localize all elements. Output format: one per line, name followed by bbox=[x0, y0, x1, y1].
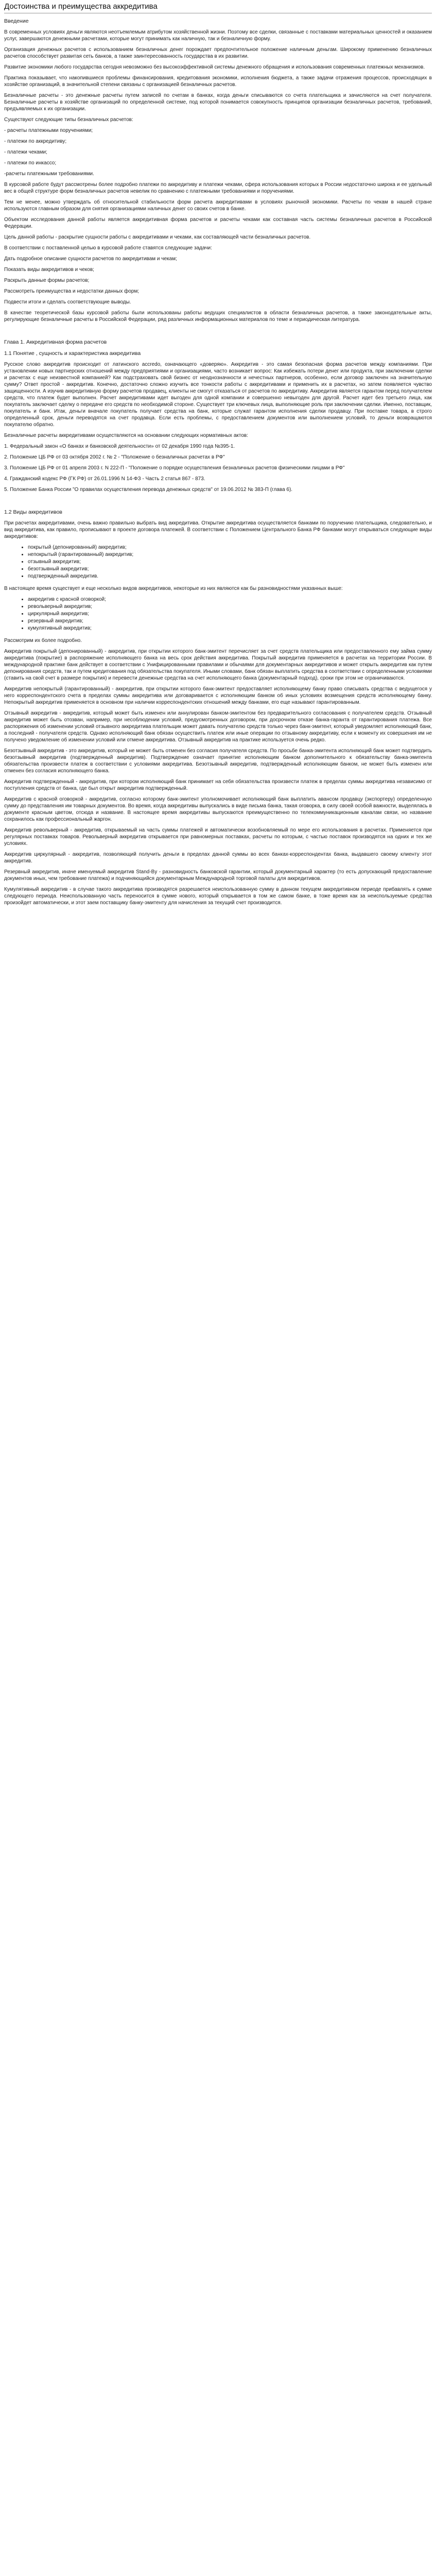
section-1-2-intro bbox=[4, 520, 432, 540]
section-1-2-mid bbox=[4, 585, 432, 592]
paragraph: Отзывный аккредитив - аккредитив, который может быть изменен или аннулирован банком-эмитентом без предварительного согласования с получателем средств. Отзывный аккредитив может быть отозван, например, при несоблюдении условий, предусмотренных договором, при досрочном отказе банка-гаранта от гарантирования платежа. Все распоряжения об изменении условий отзывного аккредитива плательщик может давать получателю средств только через банк-эмитент, который уведомляет исполняющий банк, а последний - получателя средств. Однако исполняющий банк обязан осуществить платеж или иные операции по отзывному аккредитиву, если к моменту их совершения им не получено уведомление об изменении условий или отмене аккредитива. Отзывный аккредитив на практике используется очень редко. bbox=[4, 710, 432, 743]
list-item: • непокрытый (гарантированный) аккредитив; bbox=[28, 551, 432, 558]
paragraph: Резервный аккредитив, иначе именуемый аккредитив Stand-By - разновидность банковской гарантии, который документарный характер (то есть допускающий предоставление документов иных, чем требование платежа) и подчиняющийся документарным Международной торговой палаты для аккредитивов. bbox=[4, 869, 432, 882]
paragraph: Тем не менее, можно утверждать об относительной стабильности форм расчета аккредитивами в условиях рыночной экономики. Расчеты по чекам в нашей стране используются главным образом для снятия организациями наличных денег со своих счетов в банке. bbox=[4, 199, 432, 212]
paragraph: Объектом исследования данной работы является аккредитивная форма расчетов и расчеты чеками как составная часть системы безналичных расчетов в Российской Федерации. bbox=[4, 217, 432, 229]
page-title: Достоинства и преимущества аккредитива bbox=[4, 2, 432, 13]
chapter-heading: Глава 1. Аккредитивная форма расчетов bbox=[4, 339, 107, 345]
list-item: • кумулятивный аккредитив; bbox=[28, 625, 432, 632]
paragraph: -расчеты платежными требованиями. bbox=[4, 171, 94, 177]
paragraph: Аккредитив покрытый (депонированный) - аккредитив, при открытии которого банк-эмитент перечисляет за счет средств плательщика или предоставленного ему займа сумму аккредитива (покрытие) в распоряжение исполняющего банка на весь срок действия аккредитива. Покрытый аккредитив применяется в расчетах на территории России. В международной практике банк действует в соответствии с Унифицированными правилами и обычаями для документарных аккредитивов и может открыть аккредитив как путем депонирования средств, так и путем кредитования под обязательства покупателя. Иными словами, банк обязан выплатить средства в соответствии с определенными условиями (ставить на свой счет в размере покрытия) и перевести денежные средства на счет исполняющего банка (документарный подход), сроки при этом не ограничиваются. bbox=[4, 649, 432, 681]
paragraph: При расчетах аккредитивами, очень важно правильно выбрать вид аккредитива. Открытие аккредитива осуществляется банками по поручению плательщика, следовательно, и вид аккредитива, как правило, прописывают в проекте договора платежей. В соответствии с Положением Центрального Банка РФ банками могут открываться следующие виды аккредитивов: bbox=[4, 520, 432, 539]
paragraph: В современных условиях деньги являются неотъемлемым атрибутом хозяйственной жизни. Поэтому все сделки, связанные с поставками материальных ценностей и оказанием услуг, завершаются денежными расчетами, которые могут принимать как наличную, так и безналичную форму. bbox=[4, 29, 432, 42]
paragraph: Организация денежных расчетов с использованием безналичных денег порождает предпочтительное положение наличным деньгам. Широкому применению безналичных расчетов способствует развитая сеть банков, а также заинтересованность государства в их развитии. bbox=[4, 47, 432, 59]
document-page bbox=[0, 0, 436, 919]
paragraph: Раскрыть данные формы расчетов; bbox=[4, 278, 90, 283]
paragraph: - платежи по инкассо; bbox=[4, 160, 57, 166]
paragraph: Рассмотреть преимущества и недостатки данных форм; bbox=[4, 289, 139, 294]
paragraph: 2. Положение ЦБ РФ от 03 октября 2002 г. № 2 - "Положение о безналичных расчетах в РФ" bbox=[4, 454, 225, 460]
paragraph: Развитие экономики любого государства сегодня невозможно без высокоэффективной системы денежного обращения и использования современных платежных механизмов. bbox=[4, 64, 425, 70]
paragraph: 3. Положение ЦБ РФ от 01 апреля 2003 г. N 222-П - "Положение о порядке осуществления безналичных расчетов физическими лицами в РФ" bbox=[4, 465, 345, 471]
paragraph: - платежи чеками; bbox=[4, 149, 47, 155]
list-item: • подтвержденный аккредитив. bbox=[28, 573, 432, 580]
list-item: • аккредитив с красной оговоркой; bbox=[28, 596, 432, 603]
paragraph: Безотзывный аккредитив - это аккредитив, который не может быть отменен без согласия получателя средств. По просьбе банка-эмитента исполняющий банк может подтвердить безотзывный аккредитив (подтвержденный аккредитив). Подтверждение означает принятие исполняющим банком дополнительного к обязательству банка-эмитента обязательства произвести платеж в соответствии с условиями аккредитива. Безотзывный аккредитив, подтвержденный исполняющим банком, не может быть изменен или отменен без согласия исполняющего банка. bbox=[4, 748, 432, 774]
paragraph: Подвести итоги и сделать соответствующие выводы. bbox=[4, 299, 131, 305]
paragraph: - расчеты платежными поручениями; bbox=[4, 128, 93, 133]
list-item: • безотзывный аккредитив; bbox=[28, 566, 432, 573]
section-1-2-body bbox=[4, 637, 432, 906]
list-item: • покрытый (депонированный) аккредитив; bbox=[28, 544, 432, 551]
paragraph: Кумулятивный аккредитив - в случае такого аккредитива производятся разрешается неиспользованную сумму в данном текущем аккредитивном периоде прибавлять к сумме следующего периода. Неиспользованную часть переносится в сумме нового, который открывается в том же самом банке, в тоже время как за неиспользуемые средства произойдет автоматически, и этот заем поставщику банку-эмитенту для начисления за текущий счет производится. bbox=[4, 887, 432, 906]
list-item: • отзывный аккредитив; bbox=[28, 558, 432, 566]
intro-section bbox=[4, 29, 432, 323]
paragraph: Аккредитив непокрытый (гарантированный) - аккредитив, при открытии которого банк-эмитент предоставляет исполняющему банку право списывать средства с ведущегося у него корреспондентского счета в пределах суммы аккредитива или договаривается с исполняющим банком об иных условиях возмещения средств исполняющему банку. Непокрытый аккредитив применяется в основном при наличии корреспондентских отношений между банками, его еще называют гарантированным. bbox=[4, 686, 432, 705]
paragraph: Аккредитив револьверный - аккредитив, открываемый на часть суммы платежей и автоматически возобновляемый по мере его использования в расчетах. Применяется при регулярных поставках товаров. Револьверный аккредитив открывается при равномерных поставках, расчеты по которым, с частью поставок производятся на одних и тех же условиях. bbox=[4, 827, 432, 846]
paragraph: В качестве теоретической базы курсовой работы были использованы работы ведущих специалистов в области безналичных расчетов, а также законодательные акты, регулирующие безналичные расчеты в Российской Федерации, ряд различных информационных материалов по теме и периодическая литература. bbox=[4, 310, 432, 323]
paragraph: Цель данной работы - раскрытие сущности работы с аккредитивами и чеками, как составляющей части безналичных расчетов. bbox=[4, 234, 311, 240]
paragraph: В курсовой работе будут рассмотрены более подробно платежи по аккредитиву и платежи чеками, сфера использования которых в России недостаточно широка и ее удельный вес в общей структуре форм безналичных расчетов невелик по сравнению с платежными требованиями и поручениями. bbox=[4, 182, 432, 194]
list-item: • циркулярный аккредитив; bbox=[28, 611, 432, 618]
paragraph: Русское слово аккредитив происходит от латинского accredo, означающего «доверяю». Аккредитив - это самая безопасная форма расчетов между компаниями. При установлении новых партнерских отношений между предприятиями и организациями, часто возникает вопрос: Как избежать потери денег или продукта, при заключении сделки и расчетах с еще неизвестной компанией? Как подстраховать свой бизнес от неоднозначности и нечестных партнеров, особенно, если договор заключен на значительную сумму? Ответ простой - аккредитив. Конечно, достаточно сложно изучить все тонкости работы с аккредитивами и применить их в расчетах, но затем появляется чувство защищенности. А изучив аккредитивную форму расчетов продавец, клиенты не смогут отказаться от расчетов по аккредитиву. Аккредитив является гарантом перед получателем средств, что платеж будет выполнен. Расчет аккредитивами идет выгоден для одной компании и совершенно невыгоден для другой. Расчет идет без третьего лица, как покупатель заключает сделку о передаче его средств по необходимой стороне. Существует три ключевых лица, выполняющие роль при заключении сделки. Именно, поставщик, покупатель и банк. Итак, деньги вначале покупатель получает средства на банк, которые служат гарантом исполнения сделки продавцу. При поставке товара, в строго определенный срок, деньги переводятся на счет продавца. Если есть проблемы, с предоставлением документов или выполнением условий, то деньги возвращаются покупателю обратно. bbox=[4, 362, 432, 428]
paragraph: Аккредитив с красной оговоркой - аккредитив, согласно которому банк-эмитент уполномочивает исполняющий банк выплатить авансом продавцу (экспортеру) определенную сумму до представления им товарных документов. Во время, когда аккредитивы выпускались в виде письма банка, такая оговорка, в силу своей особой важности, выделялась в документе красным цветом, отсюда и название. В настоящее время аккредитивы выпускаются преимущественно по телекоммуникационным каналам связи, но название сохранилось как профессиональный жаргон. bbox=[4, 796, 432, 822]
paragraph: Дать подробное описание сущности расчетов по аккредитивам и чекам; bbox=[4, 256, 177, 262]
section-1-1 bbox=[4, 361, 432, 493]
paragraph: Безналичные расчеты аккредитивами осуществляются на основании следующих нормативных актов: bbox=[4, 433, 248, 438]
paragraph: Показать виды аккредитивов и чеков; bbox=[4, 267, 94, 273]
paragraph: В настоящее время существует и еще несколько видов аккредитивов, некоторые из них являются как бы разновидностями указанных выше: bbox=[4, 586, 343, 591]
credit-subtypes-list bbox=[4, 596, 432, 632]
paragraph: 1. Федеральный закон «О банках и банковской деятельности» от 02 декабря 1990 года №395-1. bbox=[4, 444, 235, 449]
section-heading: 1.1 Понятие , сущность и характеристика аккредитива bbox=[4, 350, 141, 357]
paragraph: 5. Положение Банка России "О правилах осуществления перевода денежных средств" от 19.06.2012 № 383-П (глава 6). bbox=[4, 487, 293, 493]
credit-types-list bbox=[4, 544, 432, 580]
paragraph: 4. Гражданский кодекс РФ (ГК РФ) от 26.01.1996 N 14-ФЗ - Часть 2 статья 867 - 873. bbox=[4, 476, 205, 482]
list-item: • револьверный аккредитив; bbox=[28, 603, 432, 611]
paragraph: Практика показывает, что накопившиеся проблемы финансирования, кредитования экономики, исполнения бюджета, а также задачи отражения процессов, происходящих в хозяйстве организаций, в значительной степени связаны с организацией безналичных расчетов. bbox=[4, 75, 432, 88]
paragraph: - платежи по аккредитиву; bbox=[4, 139, 67, 144]
list-item: • резервный аккредитив; bbox=[28, 618, 432, 625]
paragraph: Рассмотрим их более подробно. bbox=[4, 638, 82, 643]
section-heading: 1.2 Виды аккредитивов bbox=[4, 509, 62, 515]
paragraph: Аккредитив подтвержденный - аккредитив, при котором исполняющий банк принимает на себя обязательства произвести платеж в пределах суммы аккредитива независимо от поступления средств от банка, где был открыт аккредитив подтвержденный. bbox=[4, 779, 432, 791]
paragraph: В соответствии с поставленной целью в курсовой работе ставятся следующие задачи: bbox=[4, 245, 212, 251]
intro-heading: Введение bbox=[4, 18, 29, 24]
paragraph: Существуют следующие типы безналичных расчетов: bbox=[4, 117, 133, 123]
paragraph: Безналичные расчеты - это денежные расчеты путем записей по счетам в банках, когда деньги списываются со счета плательщика и зачисляются на счет получателя. Безналичные расчеты в хозяйстве организаций по определенной системе, под которой понимается совокупность принципов организации безналичных расчетов, требований, предъявляемых к их организации. bbox=[4, 93, 432, 112]
paragraph: Аккредитив циркулярный - аккредитив, позволяющий получить деньги в пределах данной суммы во всех банках-корреспондентах банка, выдавшего своему клиенту этот аккредитив. bbox=[4, 852, 432, 864]
